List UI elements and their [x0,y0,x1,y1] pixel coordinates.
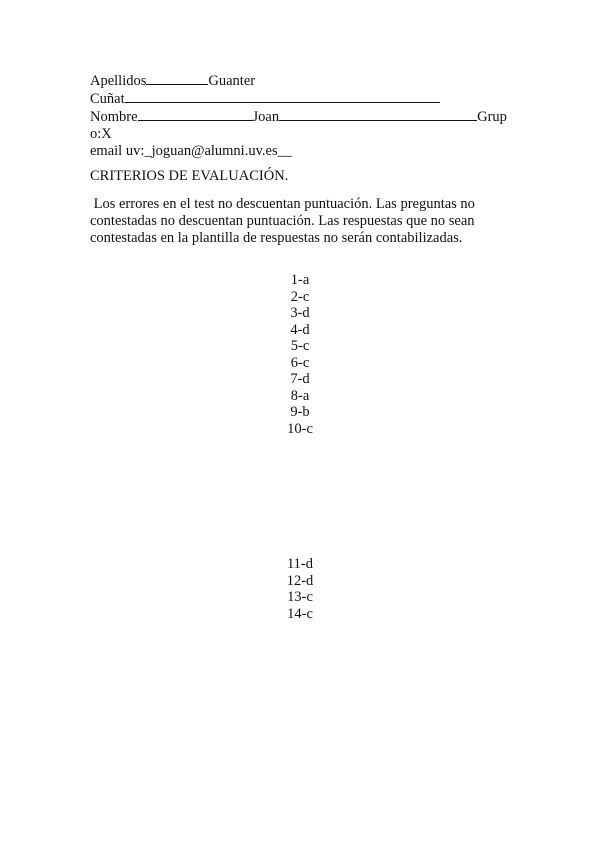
nombre-line [90,108,520,126]
answer-item: 5-c [290,338,310,354]
answer-item: 8-a [290,387,310,404]
nombre-label: Nombre [90,109,138,125]
answers-list-1 [250,272,350,437]
answer-item: 4-d [290,321,310,338]
criterios-paragraph [90,196,490,247]
grupo-underline [279,108,477,121]
email-line [90,143,520,160]
answer-item: 10-c [287,420,313,437]
answer-item: 7-d [290,371,310,387]
nombre-underline [138,108,253,121]
cunat-underline [125,90,440,103]
email-value: _joguan@alumni.uv.es__ [144,143,293,159]
apellidos-line [90,72,520,90]
answer-item: 6-c [290,354,310,371]
answer-item: 12-d [286,572,314,589]
grupo-value: o:X [90,126,112,142]
nombre-value: Joan [252,109,280,125]
answer-item: 14-c [287,605,313,622]
criterios-title: CRITERIOS DE EVALUACIÓN. [90,168,289,184]
answer-item: 1-a [290,272,310,288]
criterios-line-2: contestadas no descuentan puntuación. Las respuestas que no sean [90,213,475,229]
criterios-line-1: Los errores en el test no descuentan puntuación. Las preguntas no [90,196,475,212]
answer-item: 13-c [287,589,313,605]
email-label: email uv: [90,143,145,159]
cunat-label: Cuñat [90,91,125,107]
grupo-label: Grup [477,109,507,125]
answer-item: 3-d [290,305,310,321]
student-info-header [90,72,520,160]
answer-item: 11-d [286,556,314,572]
apellidos-label: Apellidos [90,73,147,89]
apellidos-value: Guanter [208,73,256,89]
answer-item: 9-b [290,404,310,420]
answer-item: 2-c [290,288,310,305]
cunat-line [90,90,520,108]
apellidos-underline [146,72,208,85]
answers-list-2 [250,556,350,622]
grupo-line [90,126,520,143]
criterios-line-3: contestadas en la plantilla de respuestas no serán contabilizadas. [90,230,463,246]
